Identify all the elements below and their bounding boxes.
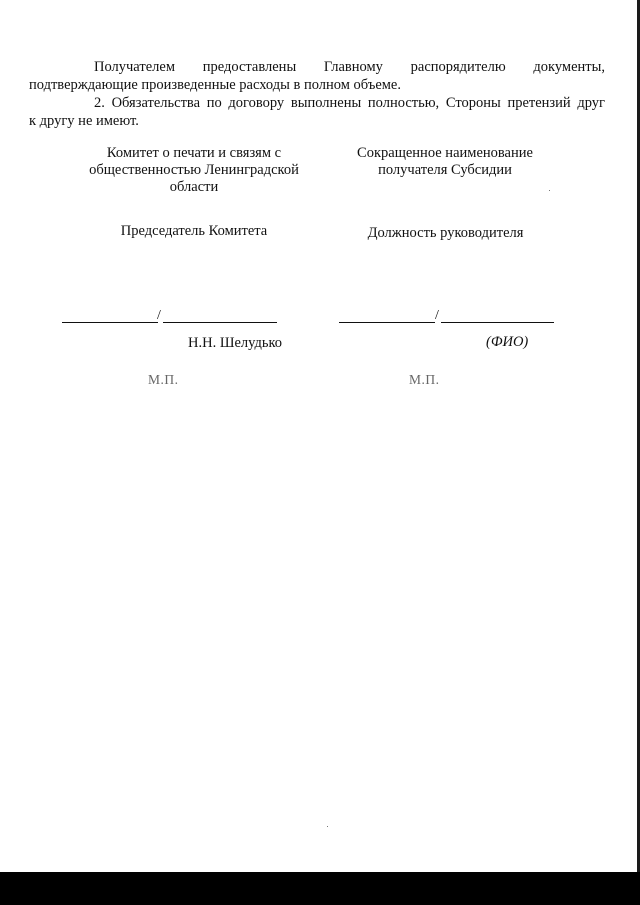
paragraph-line: подтверждающие произведенные расходы в полном объеме.	[29, 77, 401, 93]
left-signer-name: Н.Н. Шелудько	[188, 335, 283, 351]
left-signature-separator: /	[157, 308, 161, 323]
right-party-organization	[330, 145, 560, 179]
org-line: Комитет о печати и связям с	[106, 145, 282, 161]
left-party-position: Председатель Комитета	[120, 223, 268, 239]
right-signature-separator: /	[435, 308, 439, 323]
org-line: общественностью Ленинградской	[89, 162, 299, 178]
scan-speck	[327, 826, 328, 827]
org-line: Сокращенное наименование	[357, 145, 533, 161]
org-line: области	[169, 179, 219, 195]
right-signature-line	[339, 322, 435, 323]
paragraph-line: Получателем предоставлены Главному распорядителю документы,	[94, 59, 605, 75]
org-line: получателя Субсидии	[378, 162, 512, 178]
paragraph-documents-provided	[29, 58, 605, 94]
scan-bottom-border	[0, 872, 640, 905]
paragraph-line: к другу не имеют.	[29, 113, 139, 129]
right-signer-name: (ФИО)	[486, 334, 529, 350]
left-party-organization	[58, 145, 330, 196]
right-party-position: Должность руководителя	[367, 225, 524, 241]
left-signature-line	[62, 322, 158, 323]
paragraph-line: 2. Обязательства по договору выполнены полностью, Стороны претензий друг	[94, 95, 605, 111]
scan-speck	[549, 190, 550, 191]
right-stamp-mark: М.П.	[409, 372, 440, 387]
paragraph-obligations-fulfilled	[29, 94, 605, 130]
left-stamp-mark: М.П.	[148, 372, 179, 387]
right-name-line	[441, 322, 554, 323]
left-name-line	[163, 322, 277, 323]
